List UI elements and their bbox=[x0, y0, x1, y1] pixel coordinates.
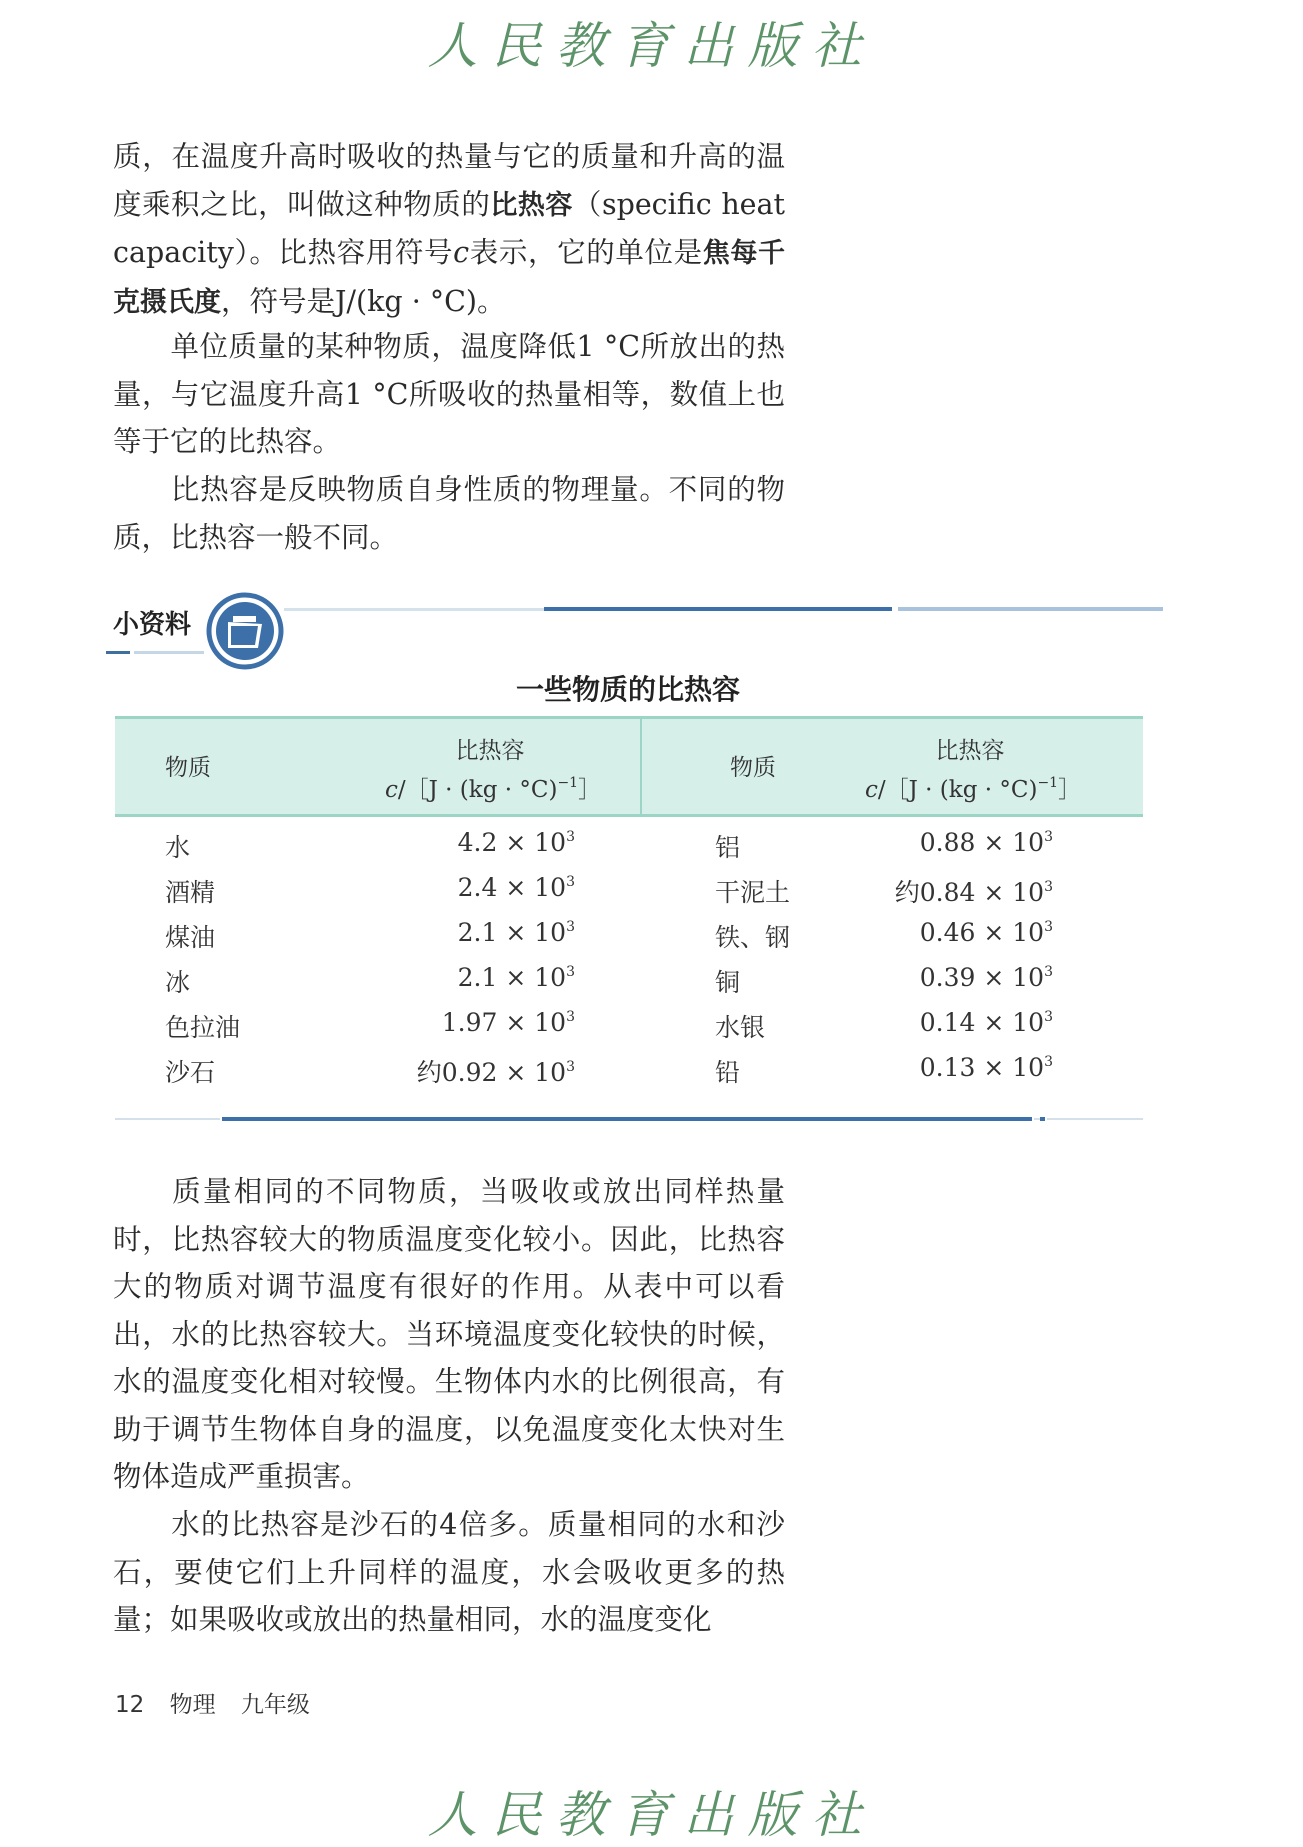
row-value-2: $0.39 \times 10^3$ bbox=[919, 963, 1053, 992]
table-bottom-rule-dark bbox=[222, 1117, 1032, 1121]
info-box-label: 小资料 bbox=[113, 610, 192, 640]
p2-text: 单位质量的某种物质，温度降低1 °C所放出的热量，与它温度升高1 °C所吸收的热量相等，数值上也等于它的比热容。 bbox=[113, 330, 785, 458]
table-bottom-rule bbox=[115, 1118, 220, 1120]
row-name-2: 铝 bbox=[715, 833, 741, 862]
p1-text-a: 质，在温度升高时吸收的热量与它的质量和升高的温度乘积之比，叫做这种物质的 bbox=[113, 140, 785, 221]
table-header bbox=[115, 716, 1143, 817]
p5-text: 水的比热容是沙石的4倍多。质量相同的水和沙石，要使它们上升同样的温度，水会吸收更多的热量；如果吸收或放出的热量相同，水的温度变化 bbox=[113, 1508, 785, 1636]
info-rule-dark bbox=[544, 607, 892, 611]
row-name: 水 bbox=[165, 833, 191, 862]
row-name-2: 铜 bbox=[715, 968, 741, 997]
table-row bbox=[115, 828, 1143, 873]
row-value-2: $0.13 \times 10^3$ bbox=[919, 1053, 1053, 1082]
row-name-2: 铅 bbox=[715, 1058, 741, 1087]
header-divider bbox=[640, 719, 642, 814]
table-title: 一些物质的比热容 bbox=[515, 673, 740, 706]
term-unit: 焦每千克摄氏度 bbox=[113, 238, 785, 318]
header-capacity-right bbox=[865, 732, 1082, 804]
symbol-c: c bbox=[453, 236, 470, 269]
watermark-top: 人民教育出版社 bbox=[427, 17, 876, 75]
footer-grade: 九年级 bbox=[240, 1692, 310, 1718]
p1-text-c: 表示，它的单位是 bbox=[469, 236, 703, 269]
footer-subject: 物理 bbox=[169, 1692, 216, 1718]
p4-text: 质量相同的不同物质，当吸收或放出同样热量时，比热容较大的物质温度变化较小。因此，比热容大的物质对调节温度有很好的作用。从表中可以看出，水的比热容较大。当环境温度变化较快的时候，水的温度变化相对较慢。生物体内水的比例很高，有助于调节生物体自身的温度，以免温度变化太快对生物体造成严重损害。 bbox=[113, 1175, 785, 1493]
info-rule-light bbox=[284, 608, 544, 611]
page-number: 12 bbox=[115, 1692, 145, 1718]
term-specific-heat: 比热容 bbox=[490, 189, 573, 221]
row-value-2: $0.14 \times 10^3$ bbox=[919, 1008, 1053, 1037]
header-substance-right: 物质 bbox=[730, 755, 776, 781]
row-value: $2.4 \times 10^3$ bbox=[457, 873, 575, 902]
row-value: 约$0.92 \times 10^3$ bbox=[416, 1058, 575, 1087]
paragraph-4 bbox=[113, 1168, 785, 1501]
row-value: $1.97 \times 10^3$ bbox=[441, 1008, 575, 1037]
p1-text-d: ，符号是J/(kg · °C)。 bbox=[221, 284, 506, 318]
row-value-2: 约$0.84 \times 10^3$ bbox=[894, 878, 1053, 907]
info-underline bbox=[106, 651, 130, 654]
page-footer bbox=[115, 1686, 328, 1719]
row-name: 冰 bbox=[165, 968, 191, 997]
header-capacity-label-right: 比热容 bbox=[935, 738, 1005, 764]
header-capacity-left bbox=[385, 732, 602, 804]
row-name-2: 干泥土 bbox=[715, 878, 791, 907]
header-unit-right: c/［J · (kg · °C)$^{-1}$］ bbox=[865, 775, 1082, 803]
header-unit-left: c/［J · (kg · °C)$^{-1}$］ bbox=[385, 775, 602, 803]
row-value: $4.2 \times 10^3$ bbox=[457, 828, 575, 857]
paragraph-2 bbox=[113, 323, 785, 466]
paragraph-3 bbox=[113, 466, 785, 561]
header-substance-left: 物质 bbox=[165, 755, 211, 781]
table-row bbox=[115, 873, 1143, 918]
table-row bbox=[115, 1008, 1143, 1053]
header-capacity-label: 比热容 bbox=[455, 738, 525, 764]
paragraph-1 bbox=[113, 133, 785, 326]
table-row bbox=[115, 1053, 1143, 1098]
watermark-bottom: 人民教育出版社 bbox=[427, 1786, 876, 1844]
table-bottom-rule-dot bbox=[1040, 1117, 1045, 1121]
row-name: 沙石 bbox=[165, 1058, 216, 1087]
table-bottom-rule-end bbox=[1047, 1118, 1143, 1120]
info-folder-icon bbox=[206, 592, 284, 670]
paragraph-5 bbox=[113, 1501, 785, 1644]
table-row bbox=[115, 918, 1143, 963]
row-name-2: 铁、钢 bbox=[715, 923, 791, 952]
row-value-2: $0.88 \times 10^3$ bbox=[919, 828, 1053, 857]
row-name: 煤油 bbox=[165, 923, 216, 952]
p3-text: 比热容是反映物质自身性质的物理量。不同的物质，比热容一般不同。 bbox=[113, 473, 785, 554]
row-value: $2.1 \times 10^3$ bbox=[457, 918, 575, 947]
row-name: 酒精 bbox=[165, 878, 216, 907]
row-name-2: 水银 bbox=[715, 1013, 766, 1042]
p1-text-b: （specific heat capacity）。比热容用符号 bbox=[113, 187, 785, 269]
info-rule-mid bbox=[898, 607, 1163, 611]
row-name: 色拉油 bbox=[165, 1013, 241, 1042]
row-value-2: $0.46 \times 10^3$ bbox=[919, 918, 1053, 947]
row-value: $2.1 \times 10^3$ bbox=[457, 963, 575, 992]
table-row bbox=[115, 963, 1143, 1008]
info-underline-light bbox=[134, 651, 204, 654]
